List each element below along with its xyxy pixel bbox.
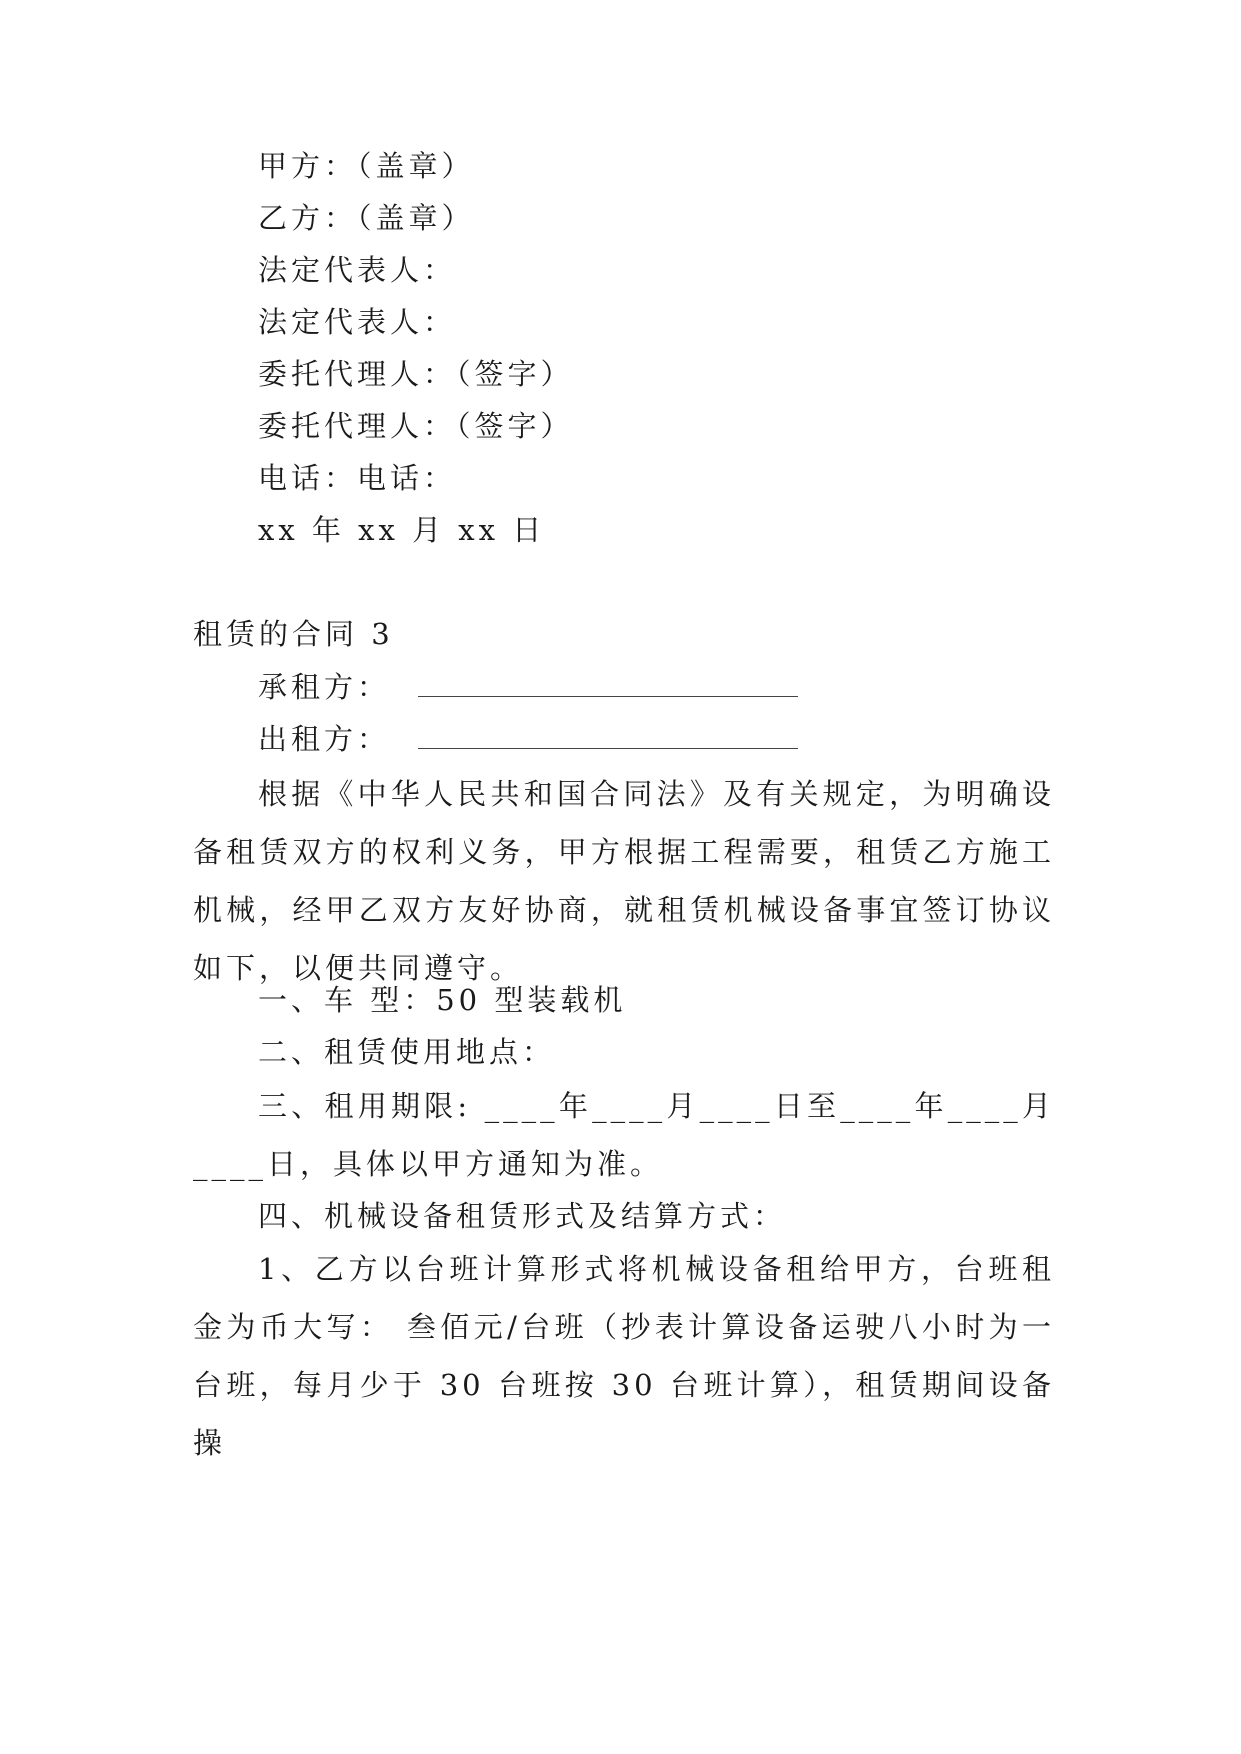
contract-title: 租赁的合同 3 (193, 617, 394, 651)
clause-settlement-detail: 1、乙方以台班计算形式将机械设备租给甲方，台班租金为币大写： 叁佰元/台班（抄表计算设备运驶八小时为一台班，每月少于 30 台班按 30 台班计算），租赁期间设备操 (193, 1252, 1055, 1460)
phone-line: 电话：电话： (258, 461, 457, 495)
lessor-label: 出租方： (258, 722, 391, 756)
clause-usage-location: 二、租赁使用地点： (258, 1035, 556, 1069)
lessor-line (258, 719, 798, 759)
authorized-agent-line-2: 委托代理人：（签字） (258, 409, 574, 443)
lessee-label: 承租方： (258, 670, 391, 704)
authorized-agent-line-1: 委托代理人：（签字） (258, 357, 574, 391)
lessee-fill-blank (418, 670, 798, 697)
clause-lease-term: 三、租用期限: ____年____月____日至____年____月____日，具体以甲方通知为准。 (193, 1089, 1055, 1181)
legal-representative-line-2: 法定代表人： (258, 305, 457, 339)
clause-settlement-heading: 四、机械设备租赁形式及结算方式： (258, 1199, 787, 1233)
clause-vehicle-model: 一、车 型：50 型装载机 (258, 983, 627, 1017)
legal-representative-line-1: 法定代表人： (258, 253, 457, 287)
lessee-line (258, 667, 798, 707)
lessor-fill-blank (418, 722, 798, 749)
signing-date-line: xx 年 xx 月 xx 日 (258, 513, 546, 547)
preamble-paragraph: 根据《中华人民共和国合同法》及有关规定，为明确设备租赁双方的权利义务，甲方根据工程需要，租赁乙方施工机械，经甲乙双方友好协商，就租赁机械设备事宜签订协议如下，以便共同遵守。 (193, 777, 1055, 985)
party-b-seal-line: 乙方：（盖章） (258, 201, 475, 235)
party-a-seal-line: 甲方：（盖章） (258, 149, 475, 183)
